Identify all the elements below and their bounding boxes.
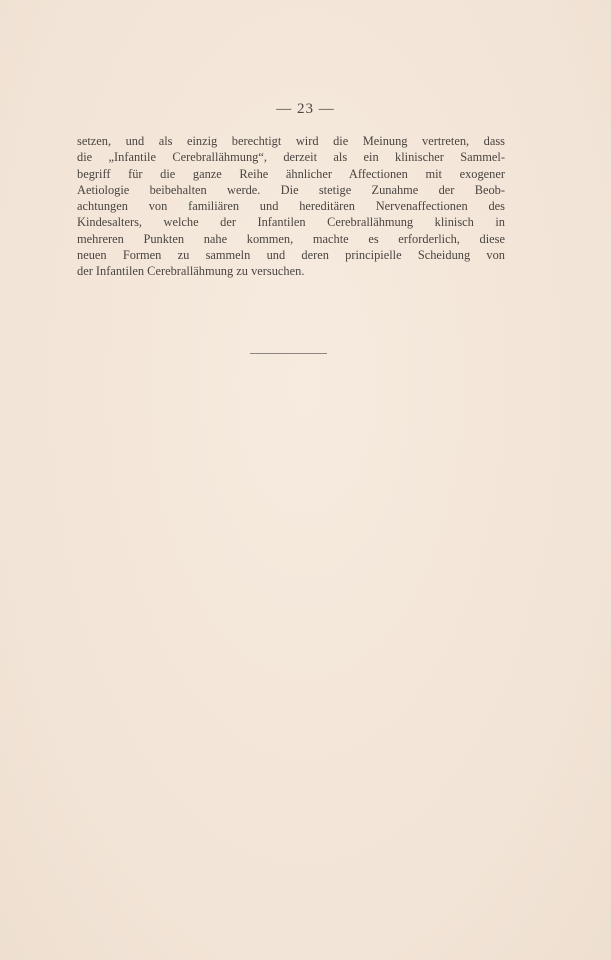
text-line-1: setzen, und als einzig berechtigt wird die Meinung vertreten, dass bbox=[77, 134, 505, 148]
text-line-5: achtungen von familiären und hereditären Nervenaffectionen des bbox=[77, 199, 505, 214]
text-line-6: Kindesalters, welche der Infantilen Cerebrallähmung klinisch in bbox=[77, 215, 505, 230]
text-line-2: die „Infantile Cerebrallähmung“, derzeit als ein klinischer Sammel- bbox=[77, 150, 505, 165]
text-line-4: Aetiologie beibehalten werde. Die stetige Zunahme der Beob- bbox=[77, 182, 505, 197]
text-line-3: begriff für die ganze Reihe ähnlicher Affectionen mit exogener bbox=[77, 166, 505, 181]
text-line-9: der Infantilen Cerebrallähmung zu versuchen. bbox=[77, 264, 305, 279]
page-number: — 23 — bbox=[276, 101, 335, 117]
text-line-7: mehreren Punkten nahe kommen, machte es erforderlich, diese bbox=[77, 231, 505, 246]
text-line-8: neuen Formen zu sammeln und deren principielle Scheidung von bbox=[77, 248, 505, 263]
section-divider-rule bbox=[250, 353, 327, 354]
body-paragraph bbox=[77, 133, 505, 280]
